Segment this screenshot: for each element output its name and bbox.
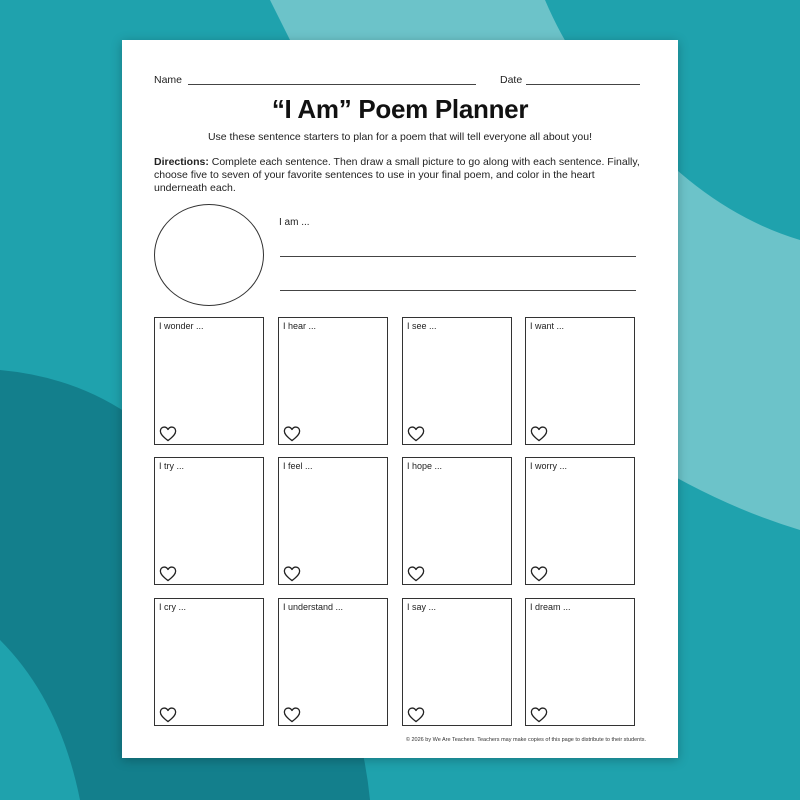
prompt-box[interactable] [278,598,388,726]
heart-icon[interactable] [159,566,177,582]
prompt-box[interactable] [402,598,512,726]
prompt-box[interactable] [402,457,512,585]
heart-icon[interactable] [283,426,301,442]
prompt-label: I hear ... [283,321,317,331]
prompt-label: I worry ... [530,461,568,471]
prompt-label: I understand ... [283,602,344,612]
copyright-notice: © 2026 by We Are Teachers. Teachers may make copies of this page to distribute to their students. [405,737,646,743]
prompt-label: I try ... [159,461,185,471]
heart-icon[interactable] [530,426,548,442]
prompt-box[interactable] [525,457,635,585]
prompt-label: I dream ... [530,602,571,612]
directions-body: Complete each sentence. Then draw a small picture to go along with each sentence. Finally, choose five to seven of your favorite sentences to use in your final poem, and color in the heart underneath each. [154,156,640,194]
i-am-writing-line-1[interactable] [280,256,636,257]
date-field [500,74,522,86]
heart-icon[interactable] [530,707,548,723]
heart-icon[interactable] [159,707,177,723]
name-field [154,74,182,86]
prompt-box[interactable] [278,457,388,585]
i-am-writing-line-2[interactable] [280,290,636,291]
name-line[interactable] [188,84,476,85]
directions-label: Directions: [154,156,209,168]
prompt-box[interactable] [525,598,635,726]
heart-icon[interactable] [283,707,301,723]
worksheet-page [122,40,678,758]
prompt-label: I cry ... [159,602,186,612]
prompt-label: I say ... [407,602,437,612]
heart-icon[interactable] [407,426,425,442]
i-am-label: I am ... [279,217,310,228]
self-portrait-circle[interactable] [154,204,264,306]
prompt-label: I see ... [407,321,437,331]
prompt-label: I hope ... [407,461,443,471]
prompt-box[interactable] [154,598,264,726]
heart-icon[interactable] [283,566,301,582]
prompt-box[interactable] [402,317,512,445]
directions-text [154,156,646,195]
date-label: Date [500,74,523,86]
prompt-box[interactable] [154,317,264,445]
date-line[interactable] [526,84,640,85]
prompt-box[interactable] [154,457,264,585]
heart-icon[interactable] [530,566,548,582]
prompt-label: I want ... [530,321,565,331]
page-subtitle: Use these sentence starters to plan for a poem that will tell everyone all about you! [207,131,593,143]
heart-icon[interactable] [159,426,177,442]
prompt-box[interactable] [525,317,635,445]
prompt-label: I feel ... [283,461,313,471]
heart-icon[interactable] [407,566,425,582]
prompt-box[interactable] [278,317,388,445]
name-label: Name [154,74,183,86]
prompt-label: I wonder ... [159,321,204,331]
heart-icon[interactable] [407,707,425,723]
page-title: “I Am” Poem Planner [271,94,529,124]
